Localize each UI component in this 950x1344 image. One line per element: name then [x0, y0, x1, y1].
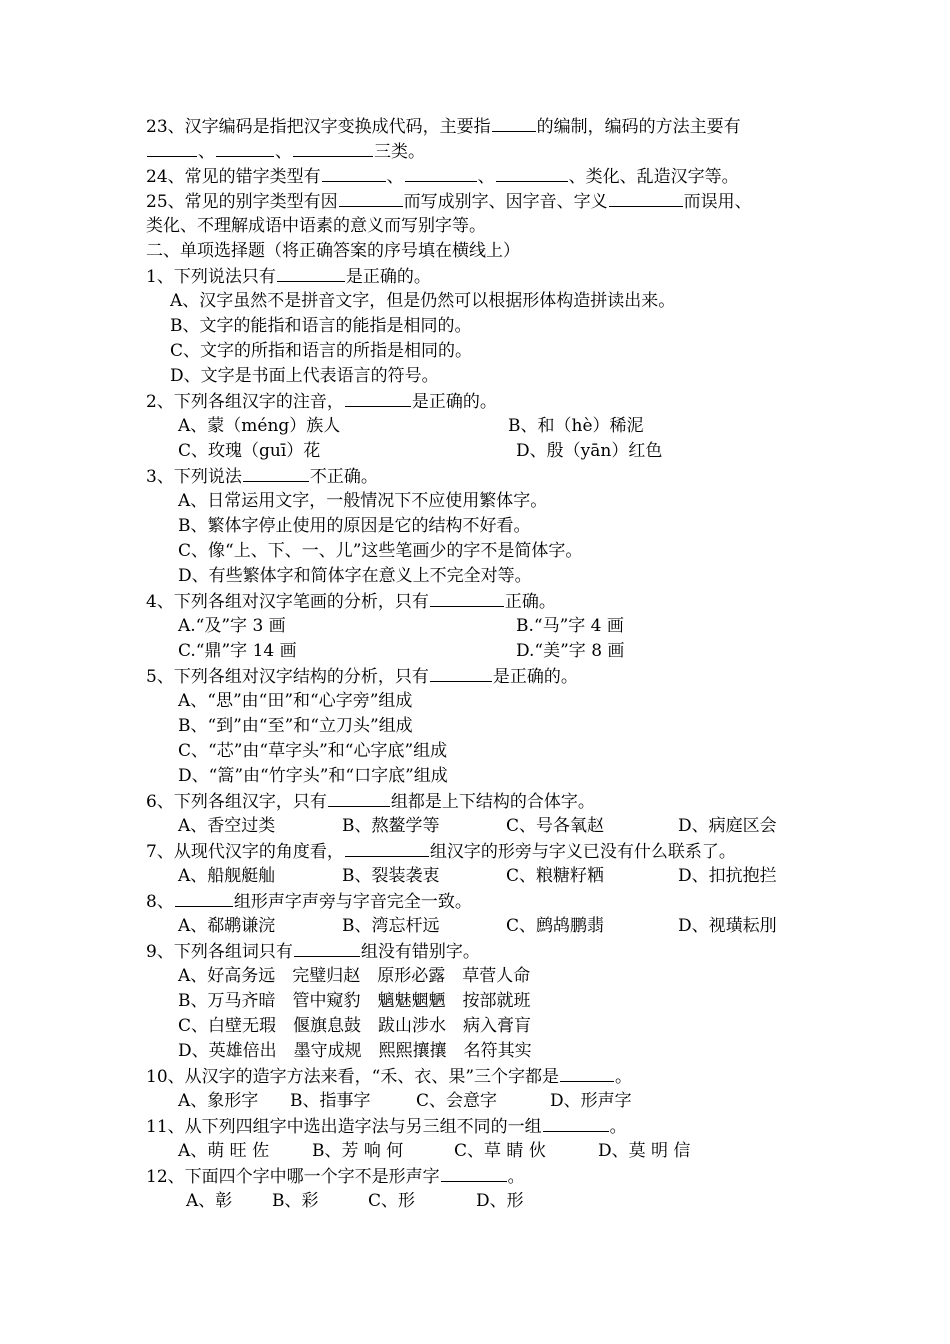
q2-text: 2、下列各组汉字的注音，	[146, 392, 344, 412]
q9-option-b: B、万马齐暗 管中窥豹 魑魅魍魉 按部就班	[178, 991, 531, 1011]
q12-stem	[146, 1164, 818, 1190]
q11-stem	[146, 1114, 818, 1140]
q7-text: 7、从现代汉字的角度看，	[146, 842, 344, 862]
q10-text: 10、从汉字的造字方法来看，“禾、衣、果”三个字都是	[146, 1067, 560, 1087]
q12-answer-blank[interactable]	[441, 1164, 507, 1182]
q5-text-2: 是正确的。	[492, 667, 578, 687]
q8-text: 8、	[146, 892, 174, 912]
q12-option-d: D、形	[476, 1191, 524, 1211]
q6-option-c: C、号各氧赵	[506, 816, 605, 836]
q4-option-a: A.“及”字 3 画	[178, 616, 286, 636]
q5-answer-blank[interactable]	[430, 664, 492, 682]
q11-option-d: D、莫 明 信	[598, 1141, 691, 1161]
q7-option-a: A、船舰艇舢	[178, 866, 276, 886]
q25-blank-2[interactable]	[609, 189, 683, 207]
q11-answer-blank[interactable]	[543, 1114, 609, 1132]
q2-option-a: A、蒙（méng）族人	[178, 416, 341, 436]
q2-option-b: B、和（hè）稀泥	[508, 416, 644, 436]
q5-option-b: B、“到”由“至”和“立刀头”组成	[178, 716, 413, 736]
q25-text: 25、常见的别字类型有因	[146, 192, 338, 212]
q3-text-2: 不正确。	[309, 467, 378, 487]
q23-blank-4[interactable]	[293, 139, 373, 157]
q24-sep-1: 、	[386, 167, 404, 187]
q5-option-a: A、“思”由“田”和“心字旁”组成	[178, 691, 413, 711]
q9-option-d: D、英雄倍出 墨守成规 熙熙攘攘 名符其实	[178, 1041, 532, 1061]
q23-text: 23、汉字编码是指把汉字变换成代码，主要指	[146, 117, 491, 137]
q10-text-2: 。	[615, 1067, 633, 1087]
section-title: 二、单项选择题（将正确答案的序号填在横线上）	[146, 241, 520, 261]
q3-text: 3、下列说法	[146, 467, 242, 487]
q23-text-3: 三类。	[374, 142, 425, 162]
q10-option-b: B、指事字	[290, 1091, 371, 1111]
q10-answer-blank[interactable]	[560, 1064, 614, 1082]
q11-text: 11、从下列四组字中选出造字法与另三组不同的一组	[146, 1117, 542, 1137]
q8-answer-blank[interactable]	[175, 889, 233, 907]
q4-option-b: B.“马”字 4 画	[516, 616, 624, 636]
q25-line2: 类化、不理解成语中语素的意义而写别字等。	[146, 216, 486, 236]
q2-stem	[146, 389, 818, 415]
q1-text: 1、下列说法只有	[146, 267, 276, 287]
q1-option-d: D、文字是书面上代表语言的符号。	[170, 366, 439, 386]
q8-option-d: D、视璜耘刖	[678, 916, 777, 936]
q8-text-2: 组形声字声旁与字音完全一致。	[233, 892, 472, 912]
q6-stem	[146, 789, 818, 815]
q1-option-b: B、文字的能指和语言的能指是相同的。	[170, 316, 472, 336]
q5-option-c: C、“芯”由“草字头”和“心字底”组成	[178, 741, 448, 761]
q9-option-a: A、好高务远 完璧归赵 原形必露 草菅人命	[178, 966, 531, 986]
q11-option-a: A、萌 旺 佐	[178, 1141, 270, 1161]
q23-line2	[146, 139, 818, 165]
q23-blank-1[interactable]	[492, 114, 536, 132]
q23-line1	[146, 114, 818, 140]
q7-option-d: D、扣抗抱拦	[678, 866, 777, 886]
q12-text-2: 。	[507, 1167, 525, 1187]
q6-option-d: D、病庭区会	[678, 816, 777, 836]
q25-line1	[146, 189, 818, 215]
q7-answer-blank[interactable]	[345, 839, 429, 857]
q7-option-c: C、粮糖籽粞	[506, 866, 605, 886]
q1-text-2: 是正确的。	[345, 267, 431, 287]
q12-option-b: B、彩	[272, 1191, 319, 1211]
q2-option-d: D、殷（yān）红色	[516, 441, 663, 461]
q11-text-2: 。	[609, 1117, 627, 1137]
q10-stem	[146, 1064, 818, 1090]
q3-option-b: B、繁体字停止使用的原因是它的结构不好看。	[178, 516, 531, 536]
q9-stem	[146, 939, 818, 965]
q3-option-d: D、有些繁体字和简体字在意义上不完全对等。	[178, 566, 532, 586]
q9-text: 9、下列各组词只有	[146, 942, 293, 962]
q6-option-b: B、熬鳌学等	[342, 816, 440, 836]
q3-answer-blank[interactable]	[243, 464, 309, 482]
q8-option-c: C、鹧鸪鹏翡	[506, 916, 605, 936]
q25-blank-1[interactable]	[339, 189, 403, 207]
q10-option-c: C、会意字	[416, 1091, 498, 1111]
q3-option-a: A、日常运用文字，一般情况下不应使用繁体字。	[178, 491, 548, 511]
q10-option-a: A、象形字	[178, 1091, 259, 1111]
q23-blank-2[interactable]	[147, 139, 197, 157]
q6-answer-blank[interactable]	[328, 789, 390, 807]
q2-text-2: 是正确的。	[411, 392, 497, 412]
q2-option-c: C、玫瑰（guī）花	[178, 441, 321, 461]
q24-sep-2: 、	[477, 167, 495, 187]
q11-option-c: C、草 睛 伙	[454, 1141, 546, 1161]
q8-option-a: A、郗鹕谦浣	[178, 916, 276, 936]
q5-option-d: D、“篙”由“竹字头”和“口字底”组成	[178, 766, 448, 786]
q12-option-c: C、形	[368, 1191, 416, 1211]
q3-option-c: C、像“上、下、一、儿”这些笔画少的字不是简体字。	[178, 541, 583, 561]
q23-blank-3[interactable]	[216, 139, 274, 157]
q24-blank-1[interactable]	[322, 164, 386, 182]
q7-text-2: 组汉字的形旁与字义已没有什么联系了。	[429, 842, 736, 862]
q6-text: 6、下列各组汉字，只有	[146, 792, 327, 812]
q12-option-a: A、彰	[186, 1191, 233, 1211]
q4-text-2: 正确。	[504, 592, 556, 612]
q2-answer-blank[interactable]	[345, 389, 411, 407]
q9-answer-blank[interactable]	[294, 939, 360, 957]
q4-text: 4、下列各组对汉字笔画的分析，只有	[146, 592, 429, 612]
q23-sep-1: 、	[198, 142, 215, 162]
q23-text-2: 的编制，编码的方法主要有	[536, 117, 741, 137]
q24-line	[146, 164, 818, 190]
q8-option-b: B、湾忘杆远	[342, 916, 440, 936]
q4-stem	[146, 589, 818, 615]
q24-blank-3[interactable]	[496, 164, 568, 182]
q24-text-2: 、类化、乱造汉字等。	[568, 167, 739, 187]
q9-option-c: C、白壁无瑕 偃旗息鼓 跋山涉水 病入膏肓	[178, 1016, 532, 1036]
q12-text: 12、下面四个字中哪一个字不是形声字	[146, 1167, 440, 1187]
q4-option-d: D.“美”字 8 画	[516, 641, 625, 661]
q24-text: 24、常见的错字类型有	[146, 167, 321, 187]
q1-option-a: A、汉字虽然不是拼音文字，但是仍然可以根据形体构造拼读出来。	[170, 291, 676, 311]
q1-option-c: C、文字的所指和语言的所指是相同的。	[170, 341, 473, 361]
q8-stem	[146, 889, 818, 915]
q1-stem	[146, 264, 818, 290]
q4-option-c: C.“鼎”字 14 画	[178, 641, 297, 661]
q5-text: 5、下列各组对汉字结构的分析，只有	[146, 667, 429, 687]
q25-text-2: 而写成别字、因字音、字义	[403, 192, 608, 212]
q23-sep-2: 、	[275, 142, 292, 162]
q10-option-d: D、形声字	[550, 1091, 632, 1111]
q6-text-2: 组都是上下结构的合体字。	[390, 792, 595, 812]
q5-stem	[146, 664, 818, 690]
q1-answer-blank[interactable]	[277, 264, 345, 282]
q7-stem	[146, 839, 818, 865]
q3-stem	[146, 464, 818, 490]
q6-option-a: A、香空过类	[178, 816, 276, 836]
q4-answer-blank[interactable]	[430, 589, 504, 607]
q11-option-b: B、芳 响 何	[312, 1141, 404, 1161]
q25-text-3: 而误用、	[683, 192, 752, 212]
q9-text-2: 组没有错别字。	[360, 942, 480, 962]
q24-blank-2[interactable]	[405, 164, 477, 182]
q7-option-b: B、裂装袭衷	[342, 866, 440, 886]
